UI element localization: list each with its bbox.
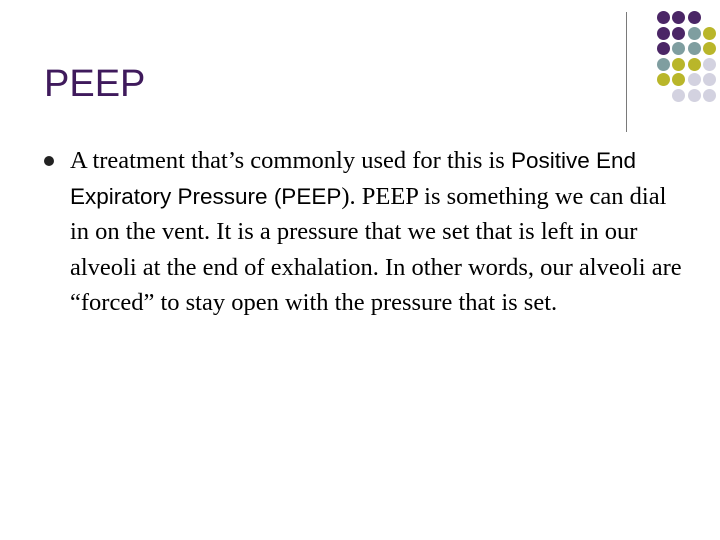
decorative-dot — [657, 27, 670, 40]
decorative-dot — [672, 42, 685, 55]
bullet-text-part3: ). PEEP is something we can dial in on the vent. It is a pressure that we set that is left in our alveoli at the end of exhalation. In other words, our alveoli are “forced” to stay open with the pressure that is set. — [70, 182, 682, 316]
decorative-dot — [688, 58, 701, 71]
decorative-dot — [703, 89, 716, 102]
slide-title: PEEP — [44, 63, 146, 105]
decorative-divider — [626, 12, 627, 132]
decorative-dot — [672, 58, 685, 71]
decorative-dot — [657, 58, 670, 71]
bullet-text-part1: A treatment that’s commonly used for this is — [70, 147, 505, 174]
decorative-dot — [672, 11, 685, 24]
decorative-dot-grid — [0, 0, 720, 140]
decorative-dot — [688, 11, 701, 24]
decorative-dot — [657, 11, 670, 24]
bullet-dot-icon — [44, 156, 54, 166]
decorative-dot — [703, 42, 716, 55]
decorative-dot — [672, 89, 685, 102]
decorative-dot — [672, 27, 685, 40]
decorative-dot — [703, 27, 716, 40]
decorative-dot — [672, 73, 685, 86]
bullet-text-part2: Positive End Expiratory Pressure (PEEP — [70, 148, 637, 209]
decorative-dot — [688, 73, 701, 86]
decorative-dot — [657, 73, 670, 86]
decorative-dot — [688, 89, 701, 102]
decorative-dot — [688, 42, 701, 55]
decorative-dot — [703, 73, 716, 86]
bullet-text — [70, 143, 682, 321]
decorative-dot — [657, 42, 670, 55]
decorative-dot — [703, 58, 716, 71]
decorative-dot — [688, 27, 701, 40]
